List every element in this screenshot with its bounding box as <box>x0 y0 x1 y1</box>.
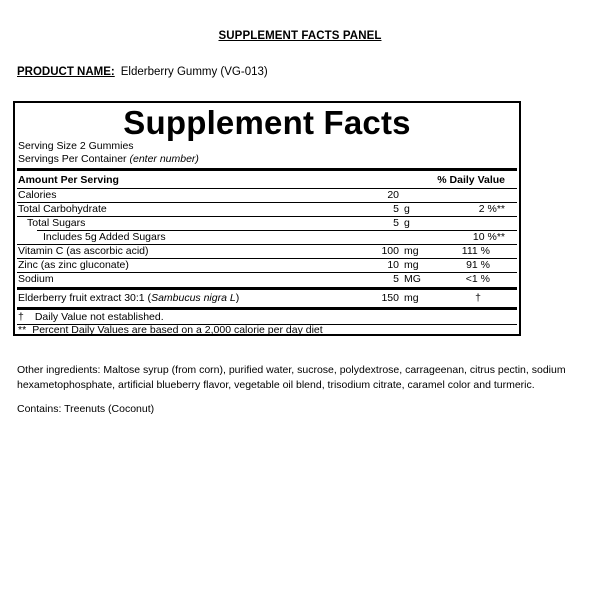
product-name-line <box>17 66 268 78</box>
extract-name-prefix: Elderberry fruit extract 30:1 ( <box>18 292 152 304</box>
servings-per-container-label: Servings Per Container <box>18 153 130 165</box>
divider-thick <box>17 307 517 310</box>
amount-unit: g <box>404 217 410 229</box>
row-elderberry-extract-name <box>18 292 239 305</box>
amount-unit: MG <box>404 273 421 285</box>
row-total-carbohydrate-dv: 2 %** <box>478 203 505 215</box>
footnote-double-star <box>18 324 323 337</box>
amount-value: 20 <box>387 189 399 201</box>
divider-thick <box>17 168 517 171</box>
supplement-facts-box <box>13 101 521 336</box>
amount-unit: mg <box>404 292 419 304</box>
footnote-mark: ** <box>18 324 27 336</box>
facts-title: Supplement Facts <box>123 104 411 141</box>
amount-unit: mg <box>404 259 419 271</box>
extract-latin-name: Sambucus nigra L <box>151 292 236 304</box>
row-calories-name: Calories <box>18 189 57 201</box>
row-vitamin-c-name: Vitamin C (as ascorbic acid) <box>18 245 149 257</box>
row-vitamin-c-dv: 111 % <box>461 245 490 257</box>
row-added-sugars-name: Includes 5g Added Sugars <box>43 231 166 243</box>
footnote-dagger <box>18 311 164 324</box>
other-ingredients: Other ingredients: Maltose syrup (from corn), purified water, sucrose, polydextrose, carrageenan, citrus pectin, sodium hexametophosphate, artificial blueberry flavor, vegetable oil blend, trisodium citrate, caramel color and turmeric. <box>17 364 566 391</box>
amount-value: 150 <box>381 292 399 304</box>
row-zinc-name: Zinc (as zinc gluconate) <box>18 259 129 271</box>
row-sodium-dv: <1 % <box>465 273 490 285</box>
product-name-value: Elderberry Gummy (VG-013) <box>120 66 268 78</box>
amount-unit: mg <box>404 245 419 257</box>
daily-value-header: % Daily Value <box>437 174 505 186</box>
product-name-label: PRODUCT NAME: <box>17 66 115 78</box>
row-sodium-name: Sodium <box>18 273 54 285</box>
amount-per-serving-header: Amount Per Serving <box>18 174 119 186</box>
divider <box>17 272 517 273</box>
amount-value: 5 <box>393 273 399 285</box>
divider <box>17 216 517 217</box>
footnote-mark: † <box>18 311 24 323</box>
serving-size: Serving Size 2 Gummies <box>18 140 134 152</box>
row-total-carbohydrate-name: Total Carbohydrate <box>18 203 107 215</box>
divider-thick <box>17 287 517 290</box>
divider <box>17 188 517 189</box>
row-total-sugars-name: Total Sugars <box>27 217 86 229</box>
amount-value: 5 <box>393 217 399 229</box>
amount-value: 10 <box>387 259 399 271</box>
servings-per-container <box>18 153 199 166</box>
servings-per-container-value: (enter number) <box>129 153 199 165</box>
footnote-text: Percent Daily Values are based on a 2,000 calorie per day diet <box>32 324 323 336</box>
row-elderberry-extract-dv: † <box>475 292 481 304</box>
contains-allergens: Contains: Treenuts (Coconut) <box>17 403 155 415</box>
row-added-sugars-dv: 10 %** <box>472 231 505 243</box>
amount-value: 5 <box>393 203 399 215</box>
extract-name-suffix: ) <box>235 292 240 304</box>
panel-title: SUPPLEMENT FACTS PANEL <box>218 30 382 42</box>
footnote-text: Daily Value not established. <box>34 311 164 323</box>
amount-value: 100 <box>381 245 399 257</box>
amount-unit: g <box>404 203 410 215</box>
row-zinc-dv: 91 % <box>466 259 490 271</box>
